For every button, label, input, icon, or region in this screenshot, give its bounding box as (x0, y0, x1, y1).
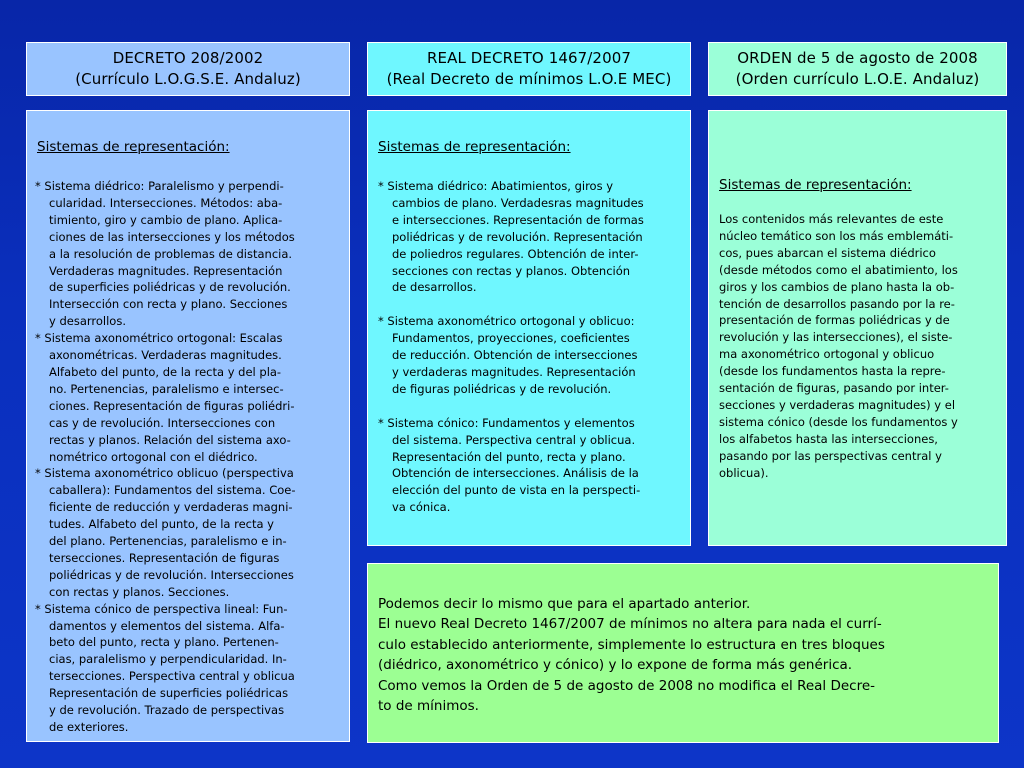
text-line: de reducción. Obtención de intersecciones (392, 348, 638, 363)
text-line: Representación de superficies poliédricas (49, 686, 289, 701)
text-line: Alfabeto del punto, de la recta y del pla- (49, 364, 282, 379)
text-line: Como vemos la Orden de 5 de agosto de 2008 no modifica el Real Decre- (378, 677, 876, 694)
text-line: tudes. Alfabeto del punto, de la recta y (49, 517, 274, 532)
content-box-decreto-208 (26, 110, 350, 742)
text-line: secciones con rectas y planos. Obtención (392, 263, 631, 278)
text-line: Podemos decir lo mismo que para el apartado anterior. (378, 596, 751, 612)
text-line: revolución y las intersecciones), el siste- (719, 330, 953, 345)
text-line: (diédrico, axonométrico y cónico) y lo expone de forma más genérica. (378, 657, 853, 674)
text-line: va cónica. (392, 500, 451, 515)
text-line (378, 296, 644, 313)
text-line: de desarrollos. (392, 280, 477, 295)
text-line: damentos y elementos del sistema. Alfa- (49, 618, 285, 633)
text-line: tersecciones. Perspectiva central y oblicua (49, 669, 295, 684)
text-line: Fundamentos, proyecciones, coeficientes (392, 331, 630, 346)
header-subtitle: (Real Decreto de mínimos L.O.E MEC) (386, 70, 672, 88)
text-line: y verdaderas magnitudes. Representación (392, 364, 636, 379)
text-line: los alfabetos hasta las intersecciones, (719, 431, 938, 446)
text-line: giros y los cambios de plano hasta la ob- (719, 279, 955, 294)
text-line: (desde los fundamentos hasta la repre- (719, 364, 946, 379)
text-line: ciones de las intersecciones y los métodos (49, 229, 295, 244)
text-line: de exteriores. (49, 720, 129, 734)
text-line: Intersección con recta y plano. Secciones (49, 297, 288, 312)
section-title: Sistemas de representación: (719, 177, 912, 193)
header-subtitle: (Orden currículo L.O.E. Andaluz) (735, 70, 980, 88)
header-title: REAL DECRETO 1467/2007 (426, 49, 632, 67)
text-line: y desarrollos. (49, 314, 126, 329)
text-line: caballera): Fundamentos del sistema. Coe- (49, 483, 296, 498)
text-line: de figuras poliédricas y de revolución. (392, 381, 612, 396)
text-line: Obtención de intersecciones. Análisis de la (392, 466, 639, 481)
text-line: con rectas y planos. Secciones. (49, 584, 230, 599)
text-line: presentación de formas poliédricas y de (719, 313, 950, 328)
text-line: Los contenidos más relevantes de este (719, 212, 944, 226)
text-line: elección del punto de vista en la perspecti- (392, 483, 641, 498)
header-decreto-208-2002 (26, 42, 350, 96)
summary-box (367, 563, 999, 743)
text-line: de superficies poliédricas y de revolución. (49, 280, 291, 295)
text-line: axonométricas. Verdaderas magnitudes. (49, 348, 282, 363)
header-subtitle: (Currículo L.O.G.S.E. Andaluz) (75, 70, 301, 88)
text-line: e intersecciones. Representación de formas (392, 212, 644, 227)
text-line: * Sistema cónico: Fundamentos y elementos (378, 415, 635, 430)
section-title: Sistemas de representación: (37, 139, 230, 155)
text-line: cas y de revolución. Intersecciones con (49, 415, 276, 430)
text-line: sistema cónico (desde los fundamentos y (719, 414, 958, 429)
text-line: cos, pues abarcan el sistema diédrico (719, 245, 936, 260)
text-line: * Sistema diédrico: Paralelismo y perpendi- (35, 179, 284, 193)
text-line: de poliedros regulares. Obtención de inter- (392, 246, 639, 261)
text-line: * Sistema cónico de perspectiva lineal: Fun- (35, 601, 288, 616)
text-line: tención de desarrollos pasando por la re- (719, 296, 955, 311)
text-line: * Sistema diédrico: Abatimientos, giros y (378, 179, 614, 193)
summary-text (378, 594, 885, 716)
text-line: rectas y planos. Relación del sistema axo- (49, 432, 291, 447)
content-text (378, 178, 644, 516)
content-text (719, 211, 958, 482)
text-line: poliédricas y de revolución. Intersecciones (49, 567, 294, 582)
section-title: Sistemas de representación: (378, 139, 571, 155)
text-line: ma axonométrico ortogonal y oblicuo (719, 347, 935, 362)
text-line: del plano. Pertenencias, paralelismo e in- (49, 534, 287, 549)
text-line: nométrico ortogonal con el diédrico. (49, 449, 258, 464)
text-line: oblicua). (719, 465, 769, 480)
text-line: cularidad. Intersecciones. Métodos: aba- (49, 195, 283, 210)
content-box-real-decreto-1467 (367, 110, 691, 546)
content-text (35, 178, 295, 736)
text-line: ciones. Representación de figuras poliédri- (49, 398, 295, 413)
text-line: El nuevo Real Decreto 1467/2007 de mínimos no altera para nada el currí- (378, 616, 882, 633)
text-line: cias, paralelismo y perpendicularidad. In- (49, 652, 287, 667)
text-line: * Sistema axonométrico oblicuo (perspectiva (35, 466, 294, 481)
header-title: ORDEN de 5 de agosto de 2008 (737, 49, 978, 67)
content-box-orden-2008 (708, 110, 1007, 546)
text-line (378, 398, 644, 415)
text-line: no. Pertenencias, paralelismo e intersec- (49, 381, 284, 396)
text-line: timiento, giro y cambio de plano. Aplica- (49, 212, 283, 227)
text-line: del sistema. Perspectiva central y oblicua. (392, 432, 636, 447)
text-line: a la resolución de problemas de distancia. (49, 246, 293, 261)
text-line: pasando por las perspectivas central y (719, 448, 942, 463)
text-line: * Sistema axonométrico ortogonal y oblicuo: (378, 314, 635, 329)
header-title: DECRETO 208/2002 (112, 49, 264, 67)
text-line: sentación de figuras, pasando por inter- (719, 381, 949, 396)
text-line: poliédricas y de revolución. Representación (392, 229, 643, 244)
text-line: (desde métodos como el abatimiento, los (719, 262, 958, 277)
text-line: culo establecido anteriormente, simplemente lo estructura en tres bloques (378, 636, 885, 653)
text-line: tersecciones. Representación de figuras (49, 550, 280, 565)
text-line: núcleo temático son los más emblemáti- (719, 228, 954, 243)
text-line: Representación del punto, recta y plano. (392, 449, 626, 464)
text-line: * Sistema axonométrico ortogonal: Escalas (35, 331, 283, 346)
text-line: Verdaderas magnitudes. Representación (49, 263, 283, 278)
text-line: cambios de plano. Verdadesras magnitudes (392, 195, 644, 210)
header-orden-agosto-2008 (708, 42, 1007, 96)
text-line: beto del punto, recta y plano. Pertenen- (49, 635, 279, 650)
text-line: to de mínimos. (378, 698, 479, 715)
text-line: y de revolución. Trazado de perspectivas (49, 703, 285, 718)
header-real-decreto-1467-2007 (367, 42, 691, 96)
text-line: secciones y verdaderas magnitudes) y el (719, 397, 956, 412)
text-line: ficiente de reducción y verdaderas magni- (49, 500, 293, 515)
